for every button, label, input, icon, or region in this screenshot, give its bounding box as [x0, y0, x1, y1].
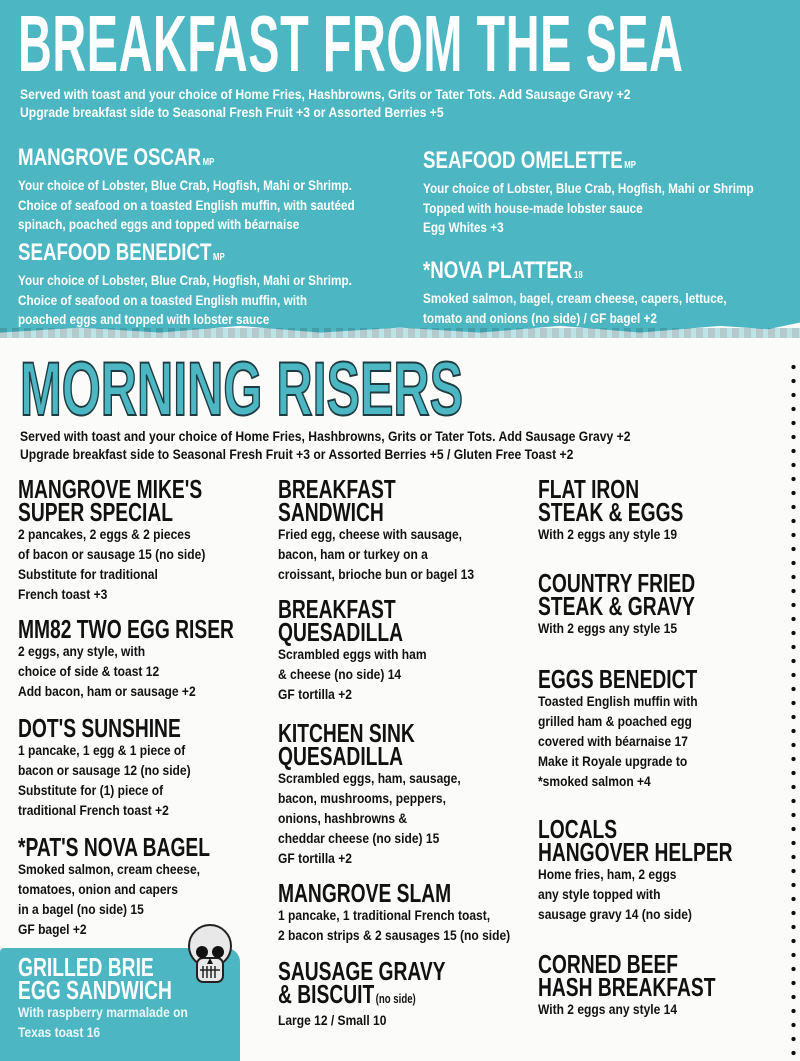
menu-item-description: Egg Whites +3 [423, 220, 504, 235]
menu-item-title-text: SUPER SPECIAL [18, 497, 174, 527]
menu-item-description: Texas toast 16 [18, 1024, 101, 1040]
torn-edge [0, 328, 800, 338]
menu-item-description: choice of side & toast 12 [18, 663, 160, 679]
menu-item-title [278, 979, 445, 1010]
menu-item-title-text: MANGROVE MIKE'S [18, 474, 203, 504]
menu-item-description: French toast +3 [18, 586, 108, 602]
menu-item-description: bacon or sausage 12 (no side) [18, 762, 191, 778]
menu-item-description: Choice of seafood on a toasted English muffin, with sautéed [18, 197, 355, 213]
menu-item-description: Substitute for traditional [18, 566, 158, 582]
menu-item-description: 1 pancake, 1 egg & 1 piece of [18, 742, 186, 758]
menu-item-description: With 2 eggs any style 15 [538, 620, 678, 636]
menu-item-description: Smoked salmon, bagel, cream cheese, capers, lettuce, [423, 291, 727, 306]
menu-item-description: in a bagel (no side) 15 [18, 901, 144, 917]
menu-item-description: 2 pancakes, 2 eggs & 2 pieces [18, 526, 191, 542]
menu-item-title [18, 145, 320, 176]
menu-item-description: bacon, ham or turkey on a [278, 546, 428, 562]
menu-item-description: tomato and onions (no side) / GF bagel +2 [423, 310, 657, 326]
menu-item-title-text: KITCHEN SINK [278, 718, 415, 748]
menu-item-price: MP [213, 252, 225, 263]
menu-item-title [18, 614, 234, 644]
menu-item-breakfast-sandwich [278, 474, 506, 584]
menu-item-description: bacon, mushrooms, peppers, [278, 790, 446, 806]
menu-item-description: & cheese (no side) 14 [278, 666, 402, 682]
menu-item-title [423, 258, 695, 289]
menu-item-description: Your choice of Lobster, Blue Crab, Hogfish, Mahi or Shrimp. [18, 178, 352, 193]
menu-item-title [278, 878, 478, 908]
risers-intro-line: Upgrade breakfast side to Seasonal Fresh Fruit +3 or Assorted Berries +5 / Gluten Free Toast +2 [20, 447, 574, 462]
menu-item-title-text: *NOVA PLATTER [423, 257, 573, 284]
menu-item-description: traditional French toast +2 [18, 802, 169, 818]
menu-item-title-text: STEAK & GRAVY [538, 591, 695, 621]
menu-item-title-text: SEAFOOD OMELETTE [423, 147, 623, 174]
menu-item-title [18, 975, 172, 1005]
menu-item-seafood-omelette [423, 148, 800, 238]
menu-item-description: Fried egg, cheese with sausage, [278, 526, 463, 542]
menu-item-title-text: COUNTRY FRIED [538, 568, 696, 598]
menu-item-title-text: BREAKFAST [278, 474, 396, 504]
menu-item-description: Home fries, ham, 2 eggs [538, 866, 677, 882]
menu-item-description: covered with béarnaise 17 [538, 733, 688, 749]
menu-item-description: cheddar cheese (no side) 15 [278, 830, 440, 846]
menu-item-title-text: BREAKFAST [278, 594, 396, 624]
menu-item-title-text: EGG SANDWICH [18, 975, 172, 1005]
menu-item-description: *smoked salmon +4 [538, 773, 651, 789]
menu-item-description: With raspberry marmalade on [18, 1004, 188, 1020]
menu-item-dot-s-sunshine [18, 713, 238, 820]
menu-item-title [18, 832, 211, 862]
menu-item-description: poached eggs and topped with lobster sauce [18, 312, 270, 327]
risers-intro-line: Served with toast and your choice of Home Fries, Hashbrowns, Grits or Tater Tots. Add Sausage Gravy +2 [20, 429, 631, 444]
menu-item-description: With 2 eggs any style 19 [538, 526, 678, 542]
menu-item-title-text: QUESADILLA [278, 617, 404, 647]
menu-item-seafood-benedict [18, 240, 402, 330]
sea-intro-line: Served with toast and your choice of Home Fries, Hashbrowns, Grits or Tater Tots. Add Sausage Gravy +2 [20, 87, 631, 102]
menu-item-mangrove-slam [278, 878, 548, 945]
menu-item-title [423, 148, 719, 179]
menu-item-description: Large 12 / Small 10 [278, 1012, 387, 1028]
menu-item-locals-hangover-helper [538, 814, 800, 924]
risers-section-title: MORNING RISERS [20, 347, 464, 432]
menu-item-title-text: STEAK & EGGS [538, 497, 684, 527]
menu-item-title-text: DOT'S SUNSHINE [18, 713, 181, 743]
menu-item-title [278, 497, 447, 527]
menu-item-corned-beef-hash-breakfast [538, 949, 778, 1019]
menu-item-title [538, 837, 733, 867]
menu-item-description: Your choice of Lobster, Blue Crab, Hogfish, Mahi or Shrimp. [18, 273, 352, 288]
menu-item-title-text: GRILLED BRIE [18, 952, 154, 982]
menu-item-title-text: *PAT'S NOVA BAGEL [18, 832, 211, 862]
menu-item-title-text: CORNED BEEF [538, 949, 679, 979]
menu-item-description: Smoked salmon, cream cheese, [18, 861, 201, 877]
menu-item-description: croissant, brioche bun or bagel 13 [278, 566, 475, 582]
menu-item-title-text: MANGROVE SLAM [278, 878, 452, 908]
dotted-divider [791, 360, 796, 1060]
menu-item-eggs-benedict [538, 664, 753, 791]
menu-item-title [278, 617, 406, 647]
menu-item-pat-s-nova-bagel [18, 832, 277, 939]
menu-item-title-text: SEAFOOD BENEDICT [18, 239, 212, 266]
menu-item-title-text: MM82 TWO EGG RISER [18, 614, 234, 644]
menu-item-title-text: FLAT IRON [538, 474, 640, 504]
menu-item-title [538, 497, 684, 527]
menu-item-mangrove-oscar [18, 145, 405, 235]
menu-item-title-text: MANGROVE OSCAR [18, 144, 202, 171]
menu-item-title [538, 591, 695, 621]
skull-icon [185, 922, 235, 988]
menu-item-mm82-two-egg-riser [18, 614, 310, 701]
menu-item-description: 2 bacon strips & 2 sausages 15 (no side) [278, 927, 511, 943]
menu-item-description: tomatoes, onion and capers [18, 881, 178, 897]
menu-item-price: MP [202, 157, 215, 168]
menu-item-title-text: HANGOVER HELPER [538, 837, 733, 867]
menu-item-description: sausage gravy 14 (no side) [538, 906, 692, 922]
menu-item-description: Scrambled eggs with ham [278, 646, 427, 662]
menu-item-description: Make it Royale upgrade to [538, 753, 688, 769]
menu-item-description: Toasted English muffin with [538, 693, 698, 709]
menu-item-title [18, 240, 317, 271]
menu-item-title-text: HASH BREAKFAST [538, 972, 716, 1002]
menu-item-title-text: SANDWICH [278, 497, 384, 527]
menu-item-description: Scrambled eggs, ham, sausage, [278, 770, 461, 786]
sea-section-title: BREAKFAST FROM THE SEA [18, 0, 684, 88]
menu-item-price: 18 [573, 270, 583, 281]
menu-item-price: MP [624, 160, 636, 171]
menu-item-breakfast-quesadilla [278, 594, 451, 704]
menu-item-description: Your choice of Lobster, Blue Crab, Hogfish, Mahi or Shrimp [423, 181, 754, 196]
menu-item-flat-iron-steak-eggs [538, 474, 734, 544]
menu-item-title-text: LOCALS [538, 814, 618, 844]
menu-item-description: GF bagel +2 [18, 921, 87, 937]
menu-item-description: grilled ham & poached egg [538, 713, 692, 729]
menu-item-description: 1 pancake, 1 traditional French toast, [278, 907, 491, 923]
sea-intro-line: Upgrade breakfast side to Seasonal Fresh Fruit +3 or Assorted Berries +5 [20, 105, 444, 120]
menu-item-price: (no side) [375, 991, 416, 1006]
menu-item-description: GF tortilla +2 [278, 686, 352, 702]
menu-item-description: any style topped with [538, 886, 661, 902]
menu-item-description: Substitute for (1) piece of [18, 782, 164, 798]
menu-item-description: 2 eggs, any style, with [18, 643, 146, 659]
menu-item-title [18, 497, 202, 527]
menu-item-kitchen-sink-quesadilla [278, 718, 490, 868]
menu-item-title [18, 713, 181, 743]
menu-item-description: Topped with house-made lobster sauce [423, 200, 643, 216]
menu-item-country-fried-steak-gravy [538, 568, 750, 638]
menu-item-nova-platter [423, 258, 772, 328]
menu-item-title [538, 664, 698, 694]
menu-item-title [278, 741, 435, 771]
menu-item-title-text: SAUSAGE GRAVY [278, 956, 446, 986]
menu-item-title-text: EGGS BENEDICT [538, 664, 698, 694]
menu-item-description: onions, hashbrowns & [278, 810, 408, 826]
menu-item-description: GF tortilla +2 [278, 850, 352, 866]
menu-item-title-text: & BISCUIT [278, 979, 375, 1009]
menu-item-description: Choice of seafood on a toasted English muffin, with [18, 292, 308, 308]
menu-item-sausage-gravy-biscuit [278, 956, 504, 1030]
menu-item-description: spinach, poached eggs and topped with béarnaise [18, 217, 300, 232]
menu-item-mangrove-mike-s-super-special [18, 474, 267, 604]
menu-item-description: With 2 eggs any style 14 [538, 1001, 678, 1017]
menu-item-title [538, 972, 716, 1002]
menu-item-description: of bacon or sausage 15 (no side) [18, 546, 206, 562]
menu-item-title-text: QUESADILLA [278, 741, 404, 771]
menu-item-description: Add bacon, ham or sausage +2 [18, 683, 196, 699]
